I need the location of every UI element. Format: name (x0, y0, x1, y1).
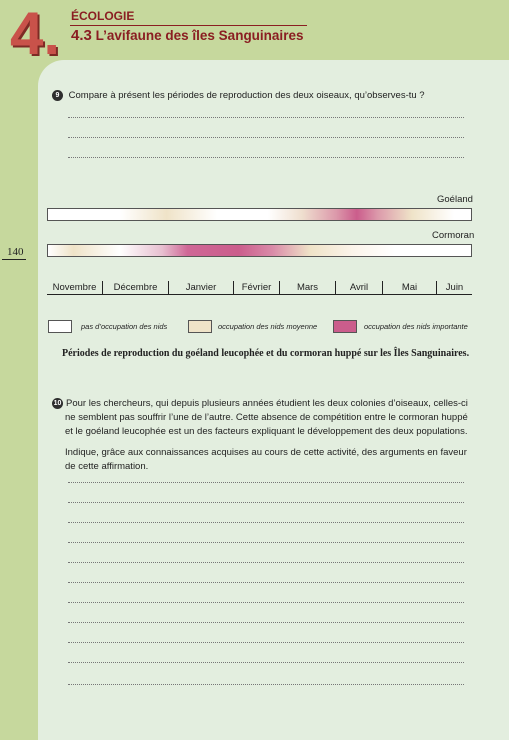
question-10 (52, 397, 472, 474)
timeline-bar-cormoran (47, 244, 472, 257)
answer-line[interactable] (68, 622, 464, 623)
question-10-line-1: Pour les chercheurs, qui depuis plusieurs années étudient les deux colonies d’oiseaux, celles-ci (66, 398, 468, 409)
month-label: Décembre (113, 282, 158, 293)
answer-line[interactable] (68, 137, 464, 138)
legend-label-medium: occupation des nids moyenne (218, 322, 318, 331)
month-label: Janvier (185, 282, 217, 293)
answer-line[interactable] (68, 157, 464, 158)
answer-line[interactable] (68, 642, 464, 643)
month-label: Mai (401, 282, 418, 293)
answer-line[interactable] (68, 542, 464, 543)
series-label-goeland: Goéland (437, 194, 473, 205)
header-divider (70, 25, 307, 26)
month-label: Novembre (52, 282, 97, 293)
question-9 (52, 90, 425, 101)
month-label: Février (241, 282, 272, 293)
legend-label-none: pas d’occupation des nids (81, 322, 168, 331)
timeline-bar-goeland (47, 208, 472, 221)
month-label: Mars (296, 282, 319, 293)
page-number-rule (2, 259, 26, 260)
page-number: 140 (7, 246, 24, 258)
month-label: Juin (445, 282, 464, 293)
section-title: L’avifaune des îles Sanguinaires (95, 28, 304, 43)
legend-swatch-none (48, 320, 72, 333)
legend-label-high: occupation des nids importante (364, 322, 468, 331)
chapter-number: 4. (10, 0, 61, 67)
question-10-paragraph-1-rest: ne semblent pas souffrir l’une de l’autre. Cette absence de compétition entre le cormoran huppé et le goéland leucophée est un des facteurs expliquant le développement des deux populations. (65, 412, 468, 437)
chapter-title: ÉCOLOGIE (71, 9, 135, 23)
legend-swatch-high (333, 320, 357, 333)
answer-line[interactable] (68, 684, 464, 685)
section-heading (71, 27, 303, 44)
answer-line[interactable] (68, 522, 464, 523)
figure-caption: Périodes de reproduction du goéland leucophée et du cormoran huppé sur les Îles Sanguinaires. (62, 348, 470, 359)
question-10-paragraph-2: Indique, grâce aux connaissances acquises au cours de cette activité, des arguments en faveur de cette affirmation. (65, 447, 467, 472)
month-label: Avril (349, 282, 369, 293)
answer-line[interactable] (68, 602, 464, 603)
answer-line[interactable] (68, 502, 464, 503)
section-number: 4.3 (71, 27, 92, 44)
answer-line[interactable] (68, 117, 464, 118)
question-10-badge: 10 (53, 400, 62, 407)
series-label-cormoran: Cormoran (432, 230, 475, 241)
answer-line[interactable] (68, 662, 464, 663)
question-10-paragraph-1 (52, 397, 472, 411)
answer-line[interactable] (68, 482, 464, 483)
question-9-text: Compare à présent les périodes de reproduction des deux oiseaux, qu’observes-tu ? (68, 90, 425, 101)
month-axis (47, 294, 472, 295)
question-9-badge: 9 (52, 90, 63, 101)
answer-line[interactable] (68, 582, 464, 583)
answer-line[interactable] (68, 562, 464, 563)
legend-swatch-medium (188, 320, 212, 333)
